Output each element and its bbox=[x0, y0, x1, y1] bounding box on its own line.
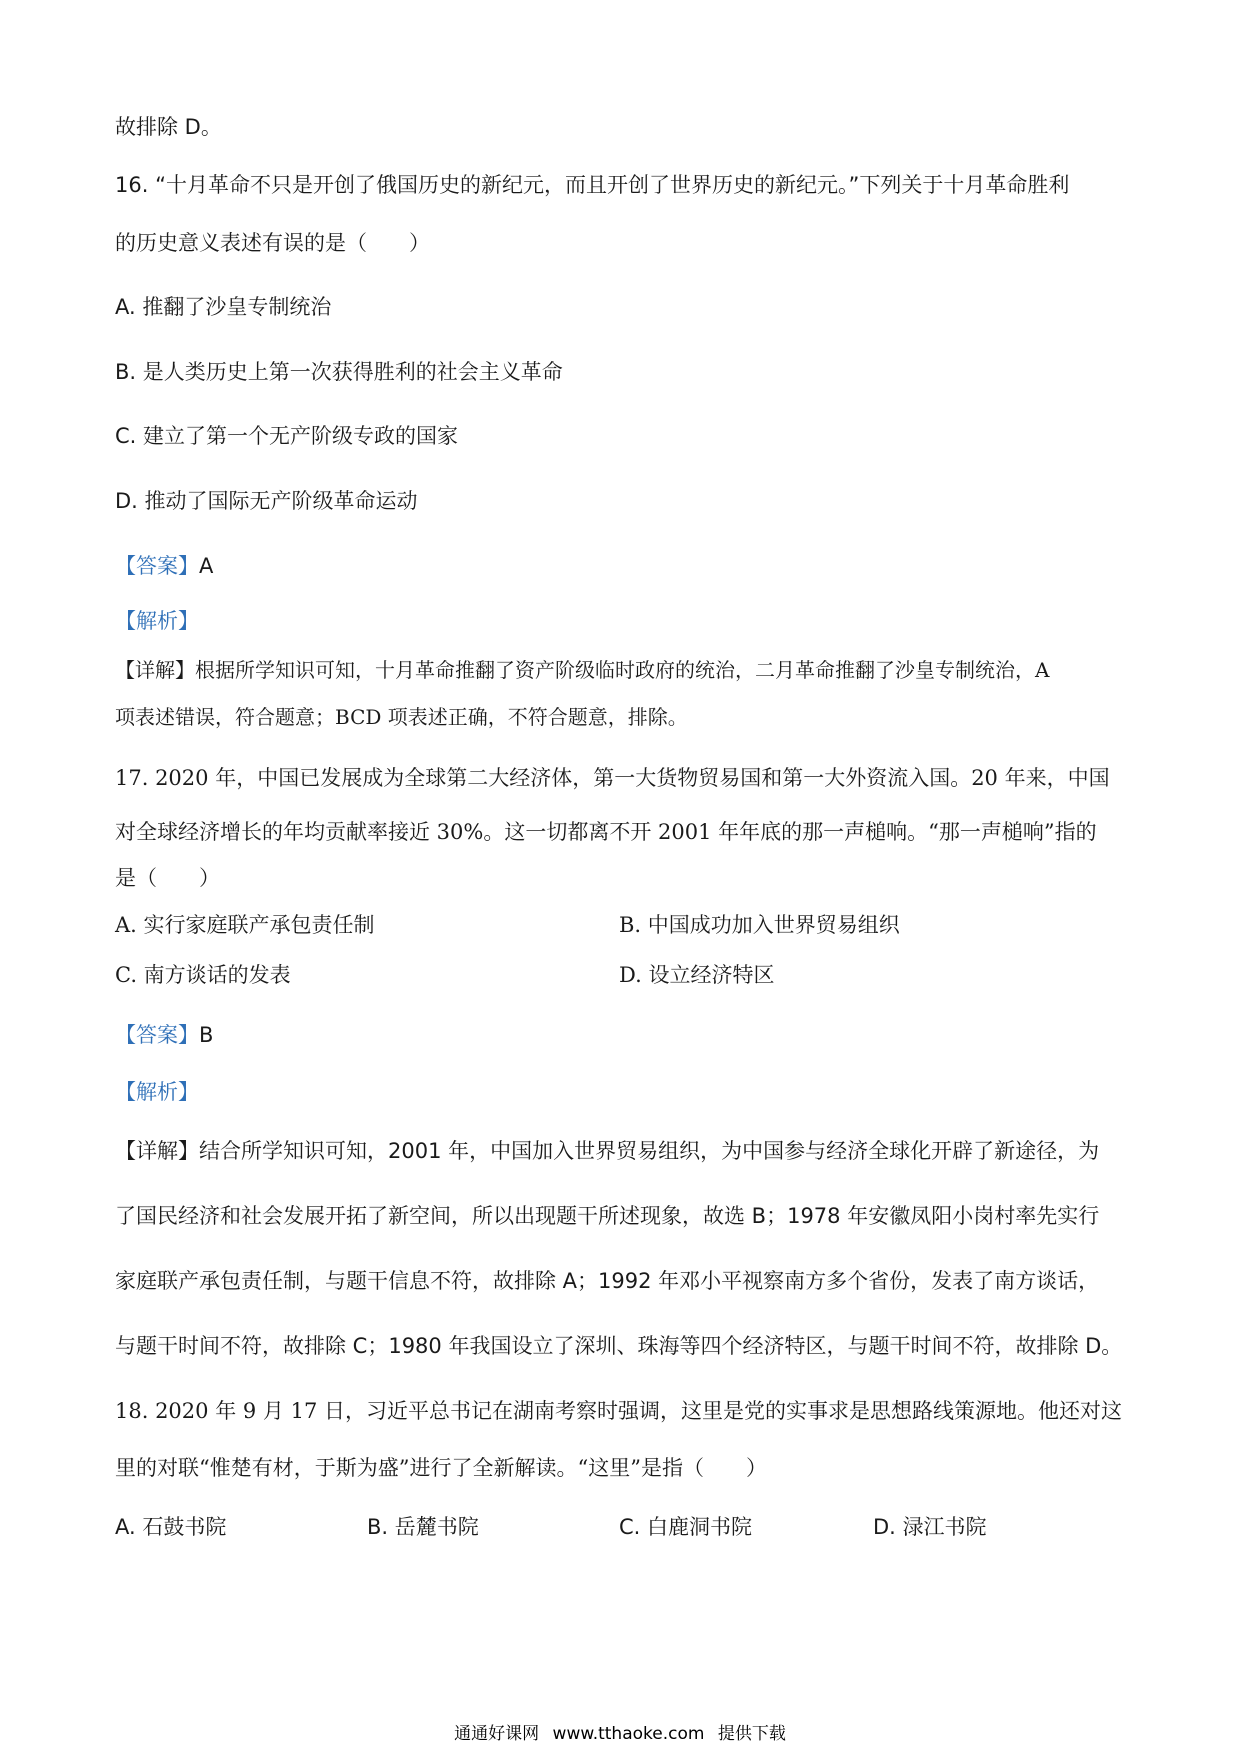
q17-option-a: A. 实行家庭联产承包责任制 bbox=[115, 913, 375, 937]
q16-answer bbox=[115, 551, 213, 581]
q18-option-b: B. 岳麓书院 bbox=[367, 1515, 479, 1539]
q17-option-d: D. 设立经济特区 bbox=[619, 963, 775, 987]
q16-option-b: B. 是人类历史上第一次获得胜利的社会主义革命 bbox=[115, 360, 563, 384]
q18-option-c: C. 白鹿洞书院 bbox=[619, 1515, 753, 1539]
footer-url[interactable]: www.tthaoke.com bbox=[552, 1724, 705, 1744]
q17-answer bbox=[115, 1020, 213, 1050]
q17-stem-line1: 17. 2020 年，中国已发展成为全球第二大经济体，第一大货物贸易国和第一大外资流入国。20 年来，中国 bbox=[115, 766, 1110, 790]
q16-detail-line2: 项表述错误，符合题意；BCD 项表述正确，不符合题意，排除。 bbox=[115, 705, 688, 729]
q16-option-c: C. 建立了第一个无产阶级专政的国家 bbox=[115, 424, 459, 448]
q17-stem-line3: 是（ ） bbox=[115, 866, 220, 890]
q17-detail-line4: 与题干时间不符，故排除 C；1980 年我国设立了深圳、珠海等四个经济特区，与题干时间不符，故排除 D。 bbox=[115, 1334, 1123, 1358]
q18-option-d: D. 渌江书院 bbox=[873, 1515, 987, 1539]
q17-stem-line2: 对全球经济增长的年均贡献率接近 30%。这一切都离不开 2001 年年底的那一声槌响。“那一声槌响”指的 bbox=[115, 820, 1097, 844]
q18-option-a: A. 石鼓书院 bbox=[115, 1515, 227, 1539]
q16-option-d: D. 推动了国际无产阶级革命运动 bbox=[115, 489, 418, 513]
previous-answer-tail: 故排除 D。 bbox=[115, 115, 222, 139]
answer-value: A bbox=[199, 554, 214, 578]
answer-tag: 【答案】 bbox=[115, 1023, 199, 1047]
q16-detail-line1: 【详解】根据所学知识可知，十月革命推翻了资产阶级临时政府的统治，二月革命推翻了沙皇专制统治，A bbox=[115, 658, 1050, 682]
answer-tag: 【答案】 bbox=[115, 554, 199, 578]
q16-stem-line2: 的历史意义表述有误的是（ ） bbox=[115, 231, 430, 255]
q16-option-a: A. 推翻了沙皇专制统治 bbox=[115, 295, 332, 319]
q17-option-b: B. 中国成功加入世界贸易组织 bbox=[619, 913, 900, 937]
q17-option-c: C. 南方谈话的发表 bbox=[115, 963, 291, 987]
footer-site-name: 通通好课网 bbox=[454, 1724, 540, 1744]
q18-stem-line2: 里的对联“惟楚有材，于斯为盛”进行了全新解读。“这里”是指（ ） bbox=[115, 1456, 767, 1480]
page-footer bbox=[0, 1722, 1240, 1746]
q16-stem-line1: 16. “十月革命不只是开创了俄国历史的新纪元，而且开创了世界历史的新纪元。”下列关于十月革命胜利 bbox=[115, 173, 1070, 197]
q17-detail-line1: 【详解】结合所学知识可知，2001 年，中国加入世界贸易组织，为中国参与经济全球化开辟了新途径，为 bbox=[115, 1139, 1100, 1163]
q17-detail-line3: 家庭联产承包责任制，与题干信息不符，故排除 A；1992 年邓小平视察南方多个省份，发表了南方谈话， bbox=[115, 1269, 1100, 1293]
footer-download: 提供下载 bbox=[717, 1724, 786, 1744]
answer-value: B bbox=[199, 1023, 214, 1047]
q18-stem-line1: 18. 2020 年 9 月 17 日，习近平总书记在湖南考察时强调，这里是党的实事求是思想路线策源地。他还对这 bbox=[115, 1399, 1122, 1423]
q17-analysis-tag: 【解析】 bbox=[115, 1080, 199, 1104]
q17-detail-line2: 了国民经济和社会发展开拓了新空间，所以出现题干所述现象，故选 B；1978 年安徽凤阳小岗村率先实行 bbox=[115, 1204, 1100, 1228]
q16-analysis-tag: 【解析】 bbox=[115, 609, 199, 633]
